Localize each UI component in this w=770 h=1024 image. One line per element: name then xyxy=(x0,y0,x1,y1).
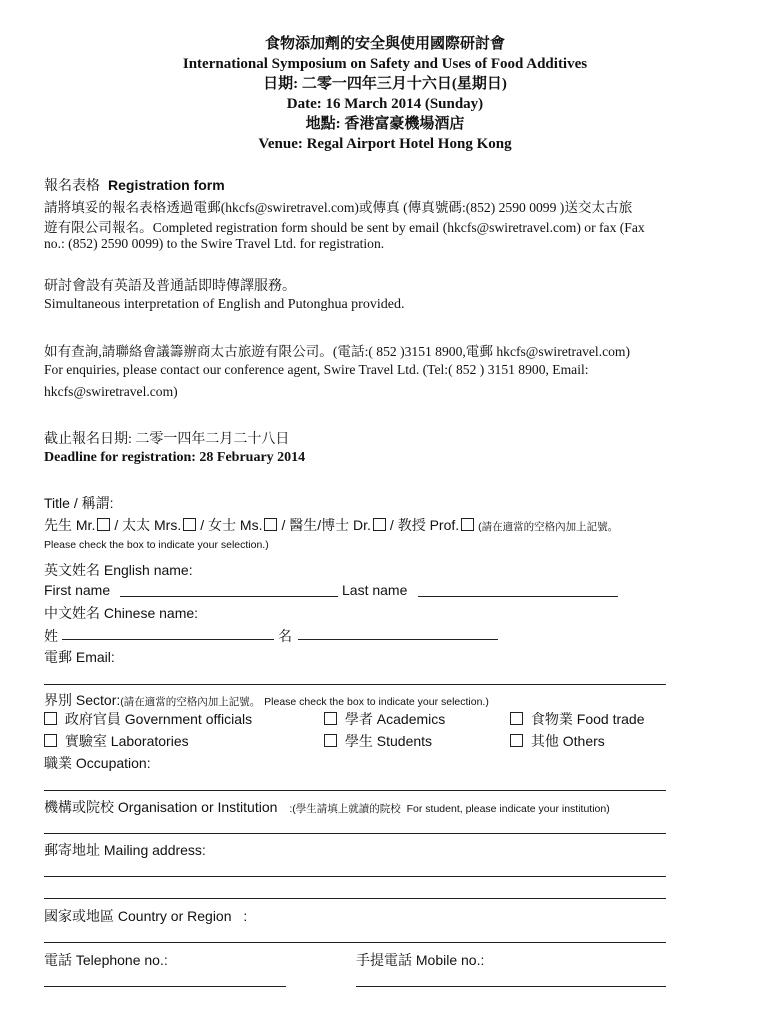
enquiries-line-3: hkcfs@swiretravel.com) xyxy=(44,384,178,399)
sector-government-zh: 政府官員 xyxy=(64,711,121,727)
mailing-address-field-2[interactable] xyxy=(44,898,666,899)
deadline-zh: 截止報名日期: 二零一四年二月二十八日 xyxy=(44,432,290,447)
title-option-mr-en: Mr. xyxy=(75,517,96,533)
registration-heading-zh: 報名表格 xyxy=(44,179,100,194)
sector-checkbox-academics[interactable] xyxy=(324,712,337,725)
sector-note-zh: (請在適當的空格內加上記號。 xyxy=(120,696,261,708)
given-name-label: 名 xyxy=(278,628,292,644)
sector-option-laboratories[interactable] xyxy=(44,731,189,751)
sector-heading xyxy=(44,690,489,710)
title-option-ms-zh: 女士 xyxy=(208,517,237,533)
sector-others-en: Others xyxy=(562,733,605,749)
interpretation-en: Simultaneous interpretation of English and Putonghua provided. xyxy=(44,297,405,312)
sector-academics-zh: 學者 xyxy=(344,711,373,727)
mobile-field[interactable] xyxy=(356,986,666,987)
deadline-en: Deadline for registration: 28 February 2014 xyxy=(44,450,306,465)
registration-heading-en: Registration form xyxy=(108,177,225,193)
last-name-field[interactable] xyxy=(418,596,618,597)
date-en: Date: 16 March 2014 (Sunday) xyxy=(286,96,484,112)
organisation-heading xyxy=(44,797,610,817)
registration-heading xyxy=(44,175,225,195)
title-en: International Symposium on Safety and Uses of Food Additives xyxy=(182,56,588,72)
english-name-label: 英文姓名 English name: xyxy=(44,562,193,578)
organisation-label: 機構或院校 Organisation or Institution xyxy=(44,799,278,815)
sector-option-students[interactable] xyxy=(324,731,432,751)
title-checkbox-mrs[interactable] xyxy=(183,518,196,531)
first-name-field[interactable] xyxy=(120,596,338,597)
last-name-label: Last name xyxy=(342,582,408,598)
title-checkbox-mr[interactable] xyxy=(97,518,110,531)
sector-others-zh: 其他 xyxy=(530,733,559,749)
sector-food-trade-zh: 食物業 xyxy=(530,711,573,727)
sector-checkbox-students[interactable] xyxy=(324,734,337,747)
organisation-field[interactable] xyxy=(44,833,666,834)
sector-academics-en: Academics xyxy=(376,711,446,727)
sector-food-trade-en: Food trade xyxy=(576,711,645,727)
title-option-mrs-zh: 太太 xyxy=(122,517,151,533)
registration-line-3: no.: (852) 2590 0099) to the Swire Travel Ltd. for registration. xyxy=(44,236,385,251)
sector-label: 界別 Sector: xyxy=(44,692,121,708)
interpretation-zh: 研討會設有英語及普通話即時傳譯服務。 xyxy=(44,279,296,294)
sector-option-government[interactable] xyxy=(44,709,252,729)
telephone-field[interactable] xyxy=(44,986,286,987)
date-zh: 日期: 二零一四年三月十六日(星期日) xyxy=(263,76,507,92)
occupation-label: 職業 Occupation: xyxy=(44,755,151,771)
mailing-address-field-1[interactable] xyxy=(44,876,666,877)
sector-option-others[interactable] xyxy=(510,731,605,751)
title-label: Title / 稱謂: xyxy=(44,495,114,511)
sector-students-zh: 學生 xyxy=(344,733,373,749)
title-note-en: Please check the box to indicate your selection.) xyxy=(44,539,269,551)
enquiries-line-2: For enquiries, please contact our conference agent, Swire Travel Ltd. (Tel:( 852 ) 3151 8900, Email: xyxy=(44,362,589,377)
sector-option-academics[interactable] xyxy=(324,709,445,729)
title-zh: 食物添加劑的安全與使用國際研討會 xyxy=(264,36,505,52)
title-option-mrs-en: Mrs. xyxy=(154,517,182,533)
title-options: 先生 Mr. / 太太 Mrs. / 女士 Ms. / 醫生/博士 Dr. / 教授 Prof. (請在適當的空格內加上記號。 xyxy=(44,517,619,533)
country-colon: : xyxy=(243,908,248,924)
title-option-dr-zh: 醫生/博士 xyxy=(289,517,350,533)
telephone-label: 電話 Telephone no.: xyxy=(44,952,168,968)
title-option-ms-en: Ms. xyxy=(239,517,263,533)
registration-line-1: 請將填妥的報名表格透過電郵(hkcfs@swiretravel.com)或傳真 (傳真號碼:(852) 2590 0099 )送交太古旅 xyxy=(44,200,633,215)
given-name-field[interactable] xyxy=(298,639,498,640)
country-heading xyxy=(44,906,247,926)
sector-checkbox-food-trade[interactable] xyxy=(510,712,523,725)
mobile-label: 手提電話 Mobile no.: xyxy=(356,952,485,968)
first-name-label: First name xyxy=(44,582,111,598)
organisation-note-en: For student, please indicate your institution) xyxy=(406,803,610,815)
venue-zh: 地點: 香港富豪機場酒店 xyxy=(305,116,465,132)
sector-note-en: Please check the box to indicate your selection.) xyxy=(264,696,489,708)
title-option-mr-zh: 先生 xyxy=(44,517,72,533)
sector-option-food-trade[interactable] xyxy=(510,709,645,729)
title-checkbox-ms[interactable] xyxy=(264,518,277,531)
title-option-prof-zh: 教授 xyxy=(397,517,426,533)
sector-checkbox-laboratories[interactable] xyxy=(44,734,57,747)
title-option-prof-en: Prof. xyxy=(429,517,460,533)
country-field[interactable] xyxy=(44,942,666,943)
title-checkbox-dr[interactable] xyxy=(373,518,386,531)
sector-checkbox-government[interactable] xyxy=(44,712,57,725)
country-label: 國家或地區 Country or Region xyxy=(44,908,232,924)
organisation-note-zh: :(學生請填上就讀的院校 xyxy=(289,803,401,815)
mailing-address-label: 郵寄地址 Mailing address: xyxy=(44,842,206,858)
email-label: 電郵 Email: xyxy=(44,649,115,665)
title-checkbox-prof[interactable] xyxy=(461,518,474,531)
registration-line-2: 遊有限公司報名。Completed registration form should be sent by email (hkcfs@swiretravel.com) or fax (Fax xyxy=(44,220,645,235)
enquiries-line-1: 如有查詢,請聯絡會議籌辦商太古旅遊有限公司。(電話:( 852 )3151 8900,電郵 hkcfs@swiretravel.com) xyxy=(44,344,631,359)
sector-laboratories-zh: 實驗室 xyxy=(64,733,107,749)
occupation-field[interactable] xyxy=(44,790,666,791)
sector-students-en: Students xyxy=(376,733,433,749)
surname-label: 姓 xyxy=(44,628,58,644)
surname-field[interactable] xyxy=(62,639,274,640)
title-note-zh: (請在適當的空格內加上記號。 xyxy=(478,521,619,533)
chinese-name-label: 中文姓名 Chinese name: xyxy=(44,605,199,621)
title-option-dr-en: Dr. xyxy=(353,517,371,533)
sector-laboratories-en: Laboratories xyxy=(110,733,189,749)
venue-en: Venue: Regal Airport Hotel Hong Kong xyxy=(258,136,512,152)
email-field[interactable] xyxy=(44,684,666,685)
sector-checkbox-others[interactable] xyxy=(510,734,523,747)
sector-government-en: Government officials xyxy=(124,711,253,727)
